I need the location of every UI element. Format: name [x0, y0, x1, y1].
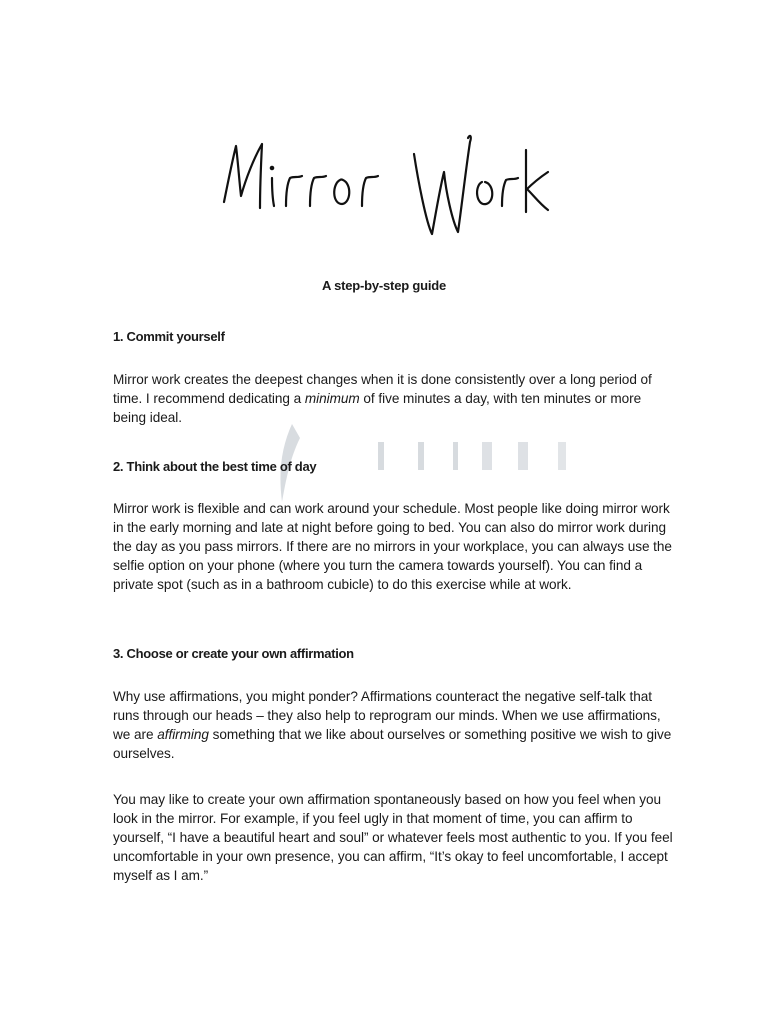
section-heading-affirmation: 3. Choose or create your own affirmation	[113, 646, 354, 661]
paragraph-text: something that we like about ourselves or something positive we wish to give ourselves.	[113, 727, 672, 761]
section-paragraph	[113, 370, 673, 427]
section-heading-commit: 1. Commit yourself	[113, 329, 225, 344]
emphasis-text: affirming	[157, 727, 209, 742]
title-script-logo	[214, 132, 554, 250]
section-heading-best-time: 2. Think about the best time of day	[113, 459, 317, 474]
document-subtitle: A step-by-step guide	[321, 278, 447, 293]
section-paragraph: Mirror work is flexible and can work around your schedule. Most people like doing mirror work in the early morning and late at night before going to bed. You can also do mirror work during the day as you pass mirrors. If there are no mirrors in your workplace, you can always use the selfie option on your phone (where you turn the camera towards yourself). You can find a private spot (such as in a bathroom cubicle) to do this exercise while at work.	[113, 501, 672, 592]
paragraph-text: Why use affirmations, you might ponder? Affirmations counteract the negative self-talk that runs through our heads – they also help to reprogram our minds. When we use affirmations, we are	[113, 689, 661, 742]
paragraph-text: Mirror work creates the deepest changes when it is done consistently over a long period of time. I recommend dedicating a	[113, 372, 652, 406]
section-paragraph: You may like to create your own affirmation spontaneously based on how you feel when you look in the mirror. For example, if you feel ugly in that moment of time, you can affirm to yourself, “I have a beautiful heart and soul” or whatever feels most authentic to you. If you feel uncomfortable in your own presence, you can affirm, “It’s okay to feel uncomfortable, I accept myself as I am.”	[113, 792, 673, 883]
paragraph-text: of five minutes a day, with ten minutes or more being ideal.	[113, 391, 642, 425]
emphasis-text: minimum	[304, 391, 360, 406]
section-paragraph	[113, 687, 673, 763]
